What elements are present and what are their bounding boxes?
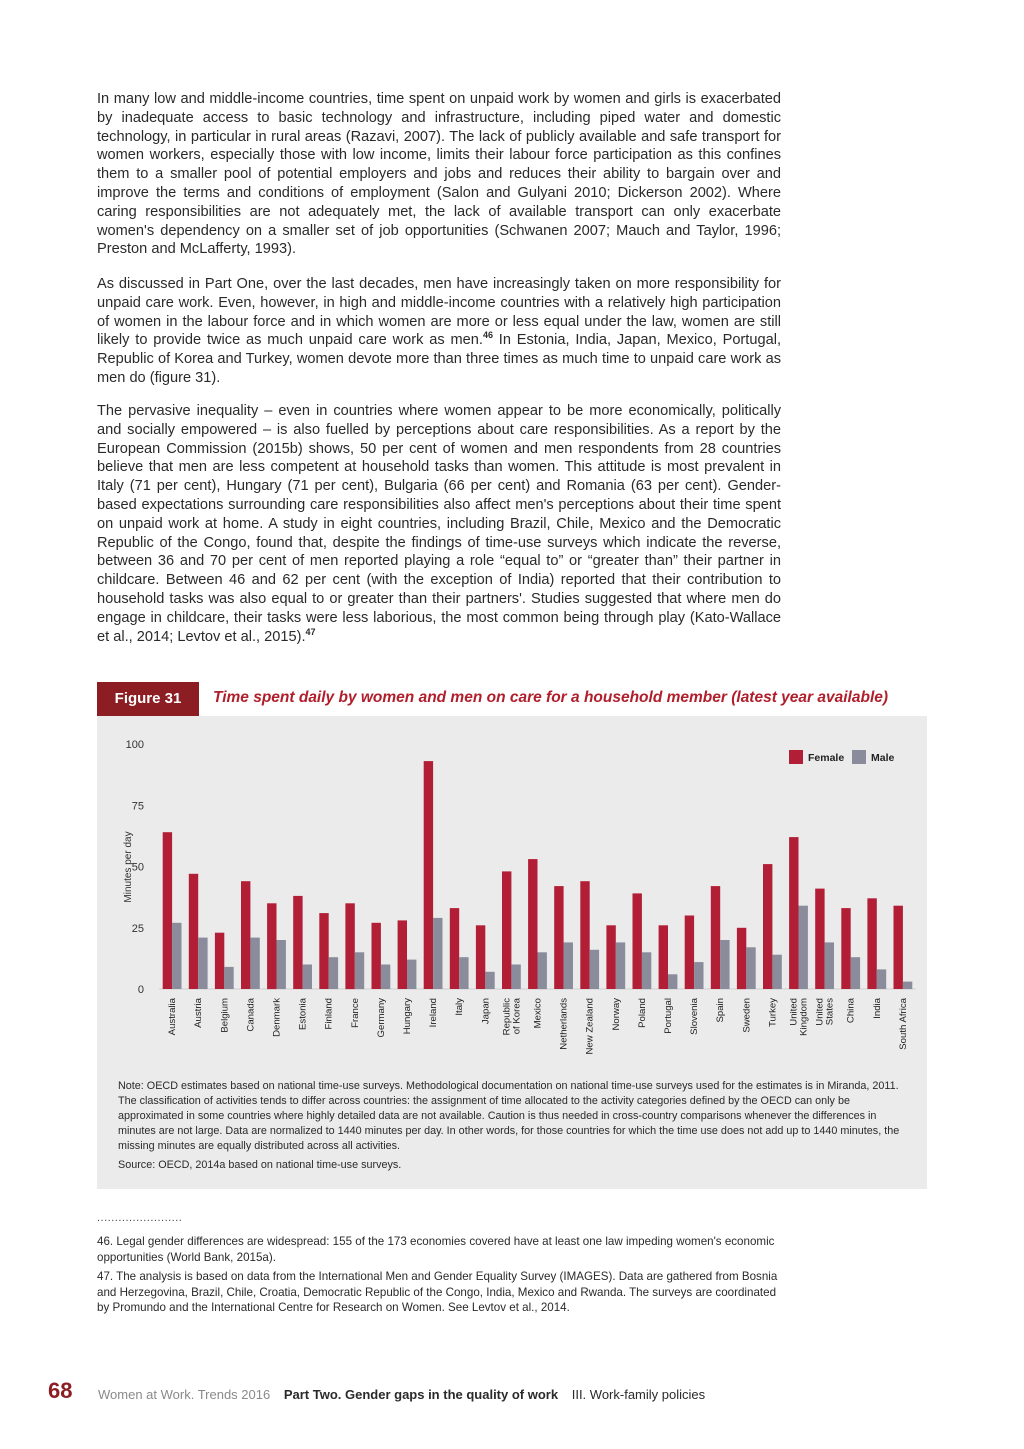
- body-paragraph-3: [97, 402, 781, 646]
- legend-label-male: Male: [871, 752, 895, 764]
- x-tick-label: Australia: [167, 998, 179, 1036]
- x-tick-label: Hungary: [402, 998, 413, 1035]
- footnote-ref-47[interactable]: 47: [305, 626, 316, 637]
- bar-chart: [97, 716, 927, 1076]
- x-tick-label: States: [824, 998, 836, 1026]
- bar-male: [590, 950, 599, 989]
- x-tick-label: Kingdom: [798, 998, 810, 1036]
- bar-female: [789, 837, 798, 989]
- bar-female: [763, 864, 772, 989]
- bar-female: [737, 928, 746, 989]
- y-tick-label: 100: [125, 739, 144, 751]
- body-paragraph-1: In many low and middle-income countries, time spent on unpaid work by women and girls is exacerbated by inadequate access to basic technology and infrastructure, including piped water and domestic technology, in particular in rural areas (Razavi, 2007). The lack of publicly available and safe transport for women workers, especially those with low income, limits their labour force participation as this confines them to a smaller pool of potential employers and jobs and reduces their ability to bargain over and improve the terms and conditions of employment (Salon and Gulyani 2010; Dickerson 2002). Where caring responsibilities are not adequately met, the lack of available transport can only exacerbate women's dependency on a smaller set of job opportunities (Schwanen 2007; Mauch and Taylor, 1996; Preston and McLafferty, 1993).: [97, 91, 781, 258]
- bar-male: [433, 918, 442, 989]
- bar-female: [659, 925, 668, 989]
- bar-female: [189, 874, 198, 989]
- bar-male: [564, 942, 573, 989]
- bar-female: [841, 908, 850, 989]
- footer-part: Part Two. Gender gaps in the quality of work: [283, 1387, 559, 1402]
- x-tick-label: Belgium: [219, 998, 231, 1033]
- bar-male: [303, 965, 312, 990]
- bar-female: [372, 923, 381, 989]
- bar-male: [198, 938, 207, 989]
- x-tick-label: New Zealand: [584, 998, 596, 1055]
- x-tick-label: Norway: [610, 998, 622, 1031]
- bar-female: [867, 898, 876, 989]
- bar-male: [642, 952, 651, 989]
- y-axis-label: Minutes per day: [123, 831, 134, 903]
- bar-female: [267, 903, 276, 989]
- x-tick-label: Portugal: [663, 998, 674, 1034]
- bar-female: [215, 933, 224, 989]
- figure-source: Source: OECD, 2014a based on national time-use surveys.: [118, 1159, 402, 1171]
- bar-female: [606, 925, 615, 989]
- bar-female: [815, 889, 824, 989]
- bar-female: [685, 916, 694, 990]
- figure-title: Time spent daily by women and men on care for a household member (latest year available): [213, 689, 889, 706]
- x-tick-label: Japan: [480, 998, 492, 1025]
- bar-female: [424, 761, 433, 989]
- x-tick-label: Netherlands: [558, 998, 570, 1050]
- legend-swatch-male: [852, 750, 866, 764]
- x-tick-label: Denmark: [271, 998, 283, 1037]
- bar-male: [799, 906, 808, 989]
- bar-male: [511, 965, 520, 990]
- body-paragraph-2: [97, 275, 781, 388]
- footer-section: III. Work-family policies: [571, 1387, 706, 1402]
- figure-note: Note: OECD estimates based on national time-use surveys. Methodological documentation on national time-use surveys used for the estimates is in Miranda, 2011. The classification of activities tends to differ across countries: the assignment of time allocated to the activity categories defined by the OECD can only be approximated in some countries where highly detailed data are not available. Caution is thus needed in cross-country comparisons whenever the differences in minutes are not large. Data are normalized to 1440 minutes per day. In other words, for those countries for which the time use does not add up to 1440 minutes, the missing minutes are equally distributed across all activities.: [118, 1080, 900, 1152]
- legend-swatch-female: [789, 750, 803, 764]
- x-tick-label: Spain: [715, 998, 727, 1023]
- figure-label: Figure 31: [97, 682, 199, 716]
- x-tick-label: Turkey: [767, 998, 779, 1027]
- paragraph-2-text-b: In Estonia, India, Japan, Mexico, Portugal, Republic of Korea and Turkey, women devote more than three times as much time to unpaid care work as men do (figure 31).: [97, 332, 781, 386]
- paragraph-2-text-a: As discussed in Part One, over the last decades, men have increasingly taken on more responsibility for unpaid care work. Even, however, in high and middle-income countries with a relatively high participation of women in the labour force and in which women are more or less equal under the law, women are still likely to provide twice as much unpaid care work as men.: [97, 276, 781, 349]
- bar-male: [825, 942, 834, 989]
- bar-male: [903, 982, 912, 989]
- bar-female: [711, 886, 720, 989]
- bar-male: [381, 965, 390, 990]
- x-tick-label: of Korea: [511, 998, 523, 1035]
- bar-male: [224, 967, 233, 989]
- bar-male: [250, 938, 259, 989]
- bar-male: [407, 960, 416, 989]
- x-tick-label: Italy: [454, 998, 466, 1016]
- x-tick-label: Ireland: [428, 998, 440, 1028]
- bar-female: [633, 893, 642, 989]
- bar-male: [694, 962, 703, 989]
- footnote-ref-46[interactable]: 46: [482, 330, 493, 341]
- chart-panel: [97, 716, 927, 1189]
- y-tick-label: 0: [137, 984, 144, 996]
- x-tick-label: Estonia: [297, 998, 309, 1030]
- footnote-47: 47. The analysis is based on data from the International Men and Gender Equality Survey (IMAGES). Data are gathered from Bosnia and Herzegovina, Brazil, Chile, Croatia, Democratic Republic of the Congo, India, Mexico and Rwanda. The surveys are coordinated by Promundo and the International Centre for Research on Women. See Levtov et al., 2014.: [97, 1270, 778, 1314]
- bar-male: [877, 969, 886, 989]
- bar-male: [772, 955, 781, 989]
- x-tick-label: United: [788, 998, 800, 1026]
- x-tick-label: Finland: [323, 998, 335, 1030]
- x-tick-label: India: [871, 998, 883, 1019]
- bar-male: [355, 952, 364, 989]
- bar-female: [580, 881, 589, 989]
- bar-female: [554, 886, 563, 989]
- bar-female: [476, 925, 485, 989]
- y-tick-label: 50: [131, 861, 144, 874]
- bar-male: [746, 947, 755, 989]
- x-tick-label: United: [814, 998, 826, 1026]
- x-tick-label: Mexico: [532, 998, 544, 1029]
- bar-male: [329, 957, 338, 989]
- bar-male: [277, 940, 286, 989]
- bar-male: [720, 940, 729, 989]
- bar-male: [172, 923, 181, 989]
- x-tick-label: Germany: [375, 998, 387, 1038]
- bar-female: [319, 913, 328, 989]
- bar-female: [241, 881, 250, 989]
- page-number: 68: [48, 1378, 73, 1403]
- footer-publication: Women at Work. Trends 2016: [98, 1387, 271, 1402]
- legend-label-female: Female: [808, 752, 845, 764]
- running-footer: [98, 1386, 705, 1404]
- bar-female: [528, 859, 537, 989]
- bar-female: [450, 908, 459, 989]
- x-tick-label: Canada: [245, 998, 257, 1032]
- x-tick-label: China: [845, 998, 857, 1024]
- x-tick-label: South Africa: [897, 998, 909, 1050]
- bar-male: [485, 972, 494, 989]
- bar-male: [538, 952, 547, 989]
- x-tick-label: Austria: [193, 998, 205, 1028]
- footnote-separator: ........................: [97, 1212, 183, 1224]
- bar-male: [851, 957, 860, 989]
- y-tick-label: 25: [131, 922, 144, 935]
- bar-female: [398, 920, 407, 989]
- paragraph-3-text: The pervasive inequality – even in countries where women appear to be more economically, politically and socially empowered – is also fuelled by perceptions about care responsibilities. As a report by the European Commission (2015b) shows, 50 per cent of women and men respondents from 28 countries believe that men are less competent at household tasks than women. This attitude is most prevalent in Italy (71 per cent), Hungary (71 per cent), Bulgaria (66 per cent) and Romania (63 per cent). Gender-based expectations surrounding care responsibilities also affect men's perceptions about their time spent on unpaid work at home. A study in eight countries, including Brazil, Chile, Mexico and the Democratic Republic of the Congo, found that, despite the findings of time-use surveys which indicate the reverse, between 36 and 70 per cent of men reported playing a role “equal to” or “greater than” their partner in childcare. Between 46 and 62 per cent (with the exception of India) reported that their contribution to household tasks was also equal to or greater than their partners'. Studies suggested that where men do engage in childcare, their tasks were less laborious, the most common being through play (Kato-Wallace et al., 2014; Levtov et al., 2015).: [97, 403, 781, 645]
- bar-male: [616, 942, 625, 989]
- bar-female: [163, 832, 172, 989]
- footnote-46: 46. Legal gender differences are widespread: 155 of the 173 economies covered have at least one law impeding women's economic opportunities (World Bank, 2015a).: [97, 1235, 775, 1264]
- bar-female: [502, 871, 511, 989]
- x-tick-label: Slovenia: [689, 998, 701, 1035]
- x-tick-label: Poland: [636, 998, 648, 1028]
- x-tick-label: France: [349, 998, 361, 1028]
- bar-female: [293, 896, 302, 989]
- y-tick-label: 75: [131, 800, 144, 813]
- bar-female: [894, 906, 903, 989]
- x-tick-label: Sweden: [741, 998, 753, 1033]
- bar-male: [459, 957, 468, 989]
- x-tick-label: Republic: [501, 998, 513, 1036]
- bar-male: [668, 974, 677, 989]
- bar-female: [345, 903, 354, 989]
